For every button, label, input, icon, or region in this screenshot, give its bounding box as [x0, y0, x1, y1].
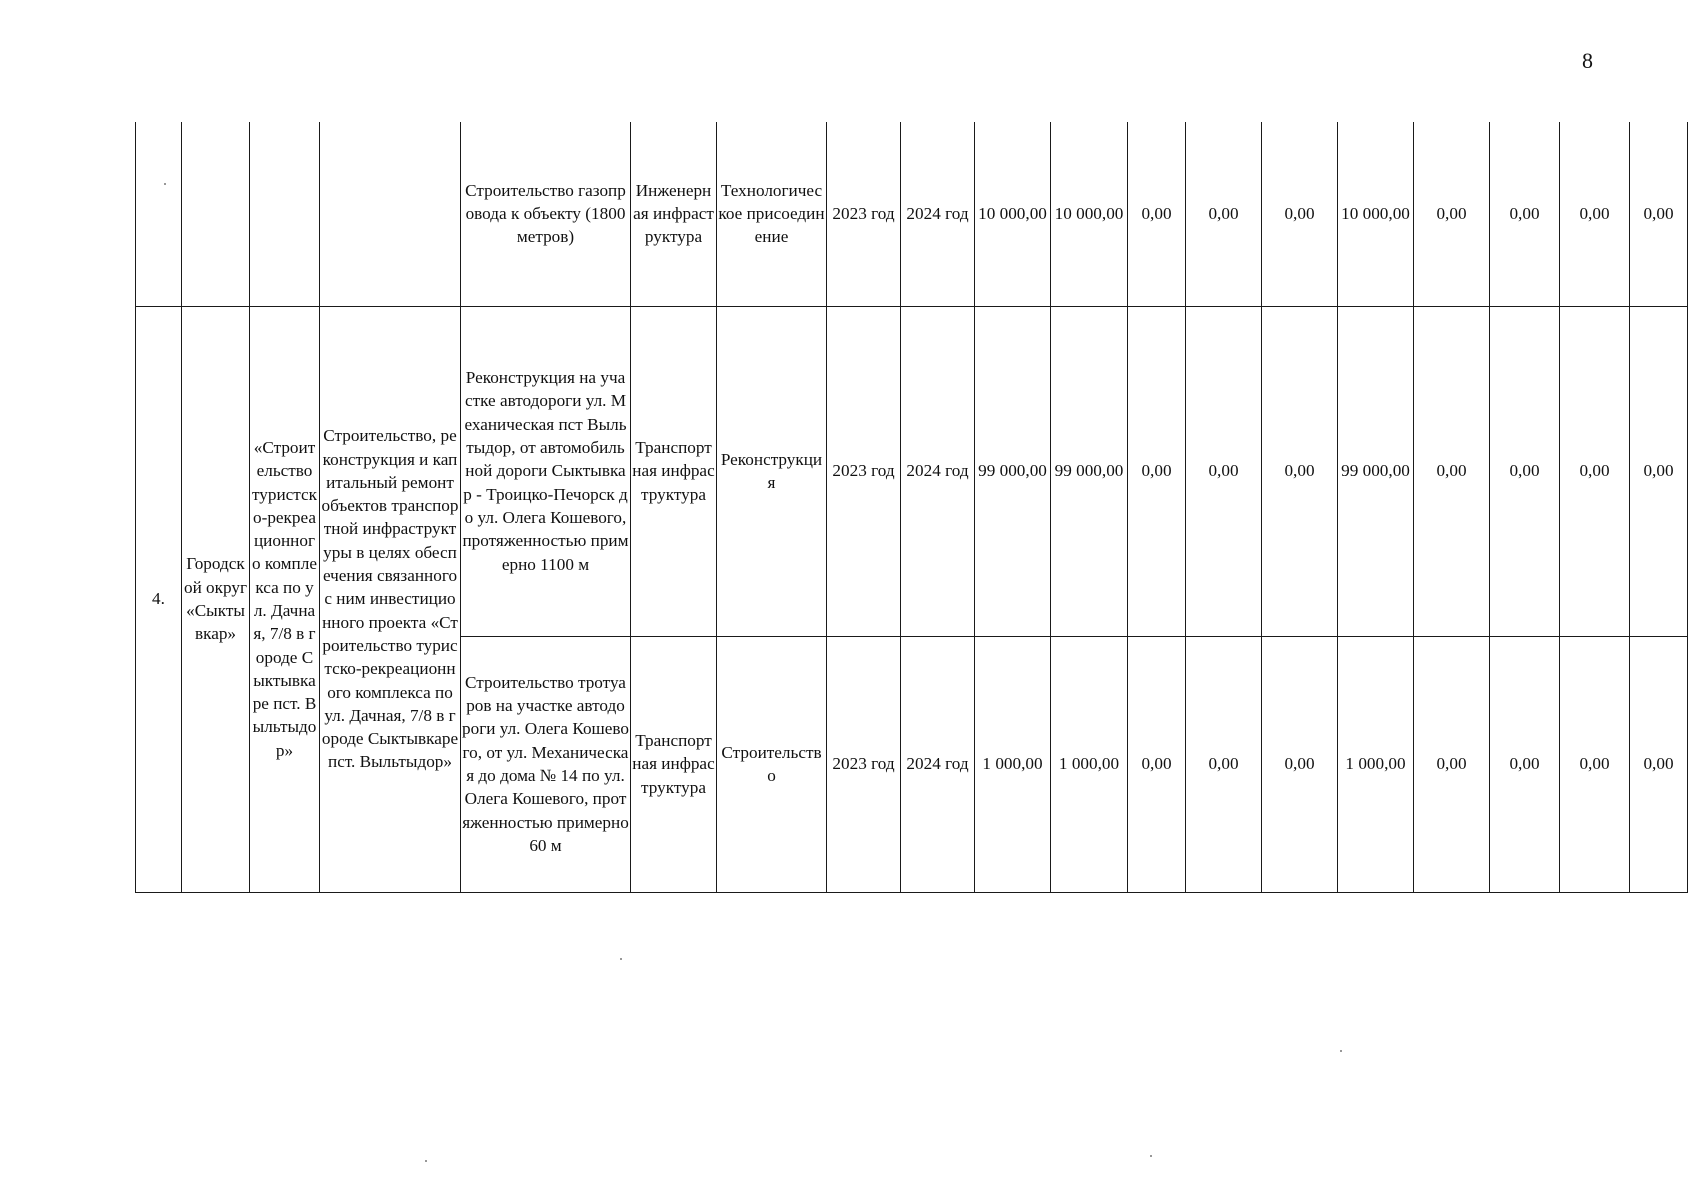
scan-speck: [620, 958, 622, 960]
amount-cell: 0,00: [1262, 306, 1338, 636]
end-year-cell: 2024 год: [901, 122, 975, 306]
amount-cell: 99 000,00: [1338, 306, 1414, 636]
amount-cell: 0,00: [1128, 122, 1186, 306]
amount-cell: 99 000,00: [1051, 306, 1128, 636]
amount-cell: 0,00: [1490, 306, 1560, 636]
project-cell: «Строительство туристско-рекреационного комплекса по ул. Дачная, 7/8 в городе Сыктывкаре пст. Выльтыдор»: [250, 306, 320, 892]
scan-speck: [425, 1160, 427, 1162]
row-number-cell: 4.: [136, 306, 182, 892]
end-year-cell: 2024 год: [901, 306, 975, 636]
amount-cell: 0,00: [1560, 122, 1630, 306]
end-year-cell: 2024 год: [901, 636, 975, 892]
amount-cell: 1 000,00: [1338, 636, 1414, 892]
amount-cell: 0,00: [1630, 306, 1688, 636]
work-type-cell: Реконструкция: [717, 306, 827, 636]
amount-cell: 0,00: [1560, 636, 1630, 892]
amount-cell: 99 000,00: [975, 306, 1051, 636]
scan-speck: [1150, 1155, 1152, 1157]
amount-cell: 0,00: [1560, 306, 1630, 636]
scan-speck: [164, 183, 166, 185]
investment-projects-table: [135, 122, 1688, 893]
table-row: [136, 306, 1688, 636]
page-number: 8: [1582, 48, 1593, 73]
table-row: [136, 122, 1688, 306]
amount-cell: 0,00: [1262, 122, 1338, 306]
amount-cell: 0,00: [1262, 636, 1338, 892]
scan-speck: [1340, 1050, 1342, 1052]
municipality-cell: Городской округ «Сыктывкар»: [182, 306, 250, 892]
object-cell: Строительство тротуаров на участке автодороги ул. Олега Кошевого, от ул. Механическая до дома № 14 по ул. Олега Кошевого, протяженностью примерно 60 м: [461, 636, 631, 892]
amount-cell: 1 000,00: [1051, 636, 1128, 892]
infrastructure-type-cell: Транспортная инфраструктура: [631, 306, 717, 636]
amount-cell: 0,00: [1414, 636, 1490, 892]
amount-cell: 0,00: [1128, 636, 1186, 892]
infrastructure-type-cell: Транспортная инфраструктура: [631, 636, 717, 892]
project-cell: [250, 122, 320, 306]
direction-cell: [320, 122, 461, 306]
amount-cell: 0,00: [1414, 122, 1490, 306]
object-cell: Строительство газопровода к объекту (1800 метров): [461, 122, 631, 306]
start-year-cell: 2023 год: [827, 306, 901, 636]
direction-cell: Строительство, реконструкция и капитальный ремонт объектов транспортной инфраструктуры в целях обеспечения связанного с ним инвестиционного проекта «Строительство туристско-рекреационного комплекса по ул. Дачная, 7/8 в городе Сыктывкаре пст. Выльтыдор»: [320, 306, 461, 892]
amount-cell: 10 000,00: [1338, 122, 1414, 306]
object-cell: Реконструкция на участке автодороги ул. Механическая пст Выльтыдор, от автомобильной дороги Сыктывкар - Троицко-Печорск до ул. Олега Кошевого, протяженностью примерно 1100 м: [461, 306, 631, 636]
amount-cell: 10 000,00: [1051, 122, 1128, 306]
amount-cell: 0,00: [1186, 122, 1262, 306]
amount-cell: 0,00: [1630, 122, 1688, 306]
amount-cell: 0,00: [1490, 636, 1560, 892]
amount-cell: 0,00: [1186, 306, 1262, 636]
amount-cell: 0,00: [1490, 122, 1560, 306]
infrastructure-type-cell: Инженерная инфраструктура: [631, 122, 717, 306]
amount-cell: 1 000,00: [975, 636, 1051, 892]
amount-cell: 0,00: [1414, 306, 1490, 636]
work-type-cell: Технологическое присоединение: [717, 122, 827, 306]
work-type-cell: Строительство: [717, 636, 827, 892]
amount-cell: 0,00: [1186, 636, 1262, 892]
start-year-cell: 2023 год: [827, 636, 901, 892]
amount-cell: 0,00: [1630, 636, 1688, 892]
row-number-cell: [136, 122, 182, 306]
amount-cell: 0,00: [1128, 306, 1186, 636]
amount-cell: 10 000,00: [975, 122, 1051, 306]
start-year-cell: 2023 год: [827, 122, 901, 306]
municipality-cell: [182, 122, 250, 306]
